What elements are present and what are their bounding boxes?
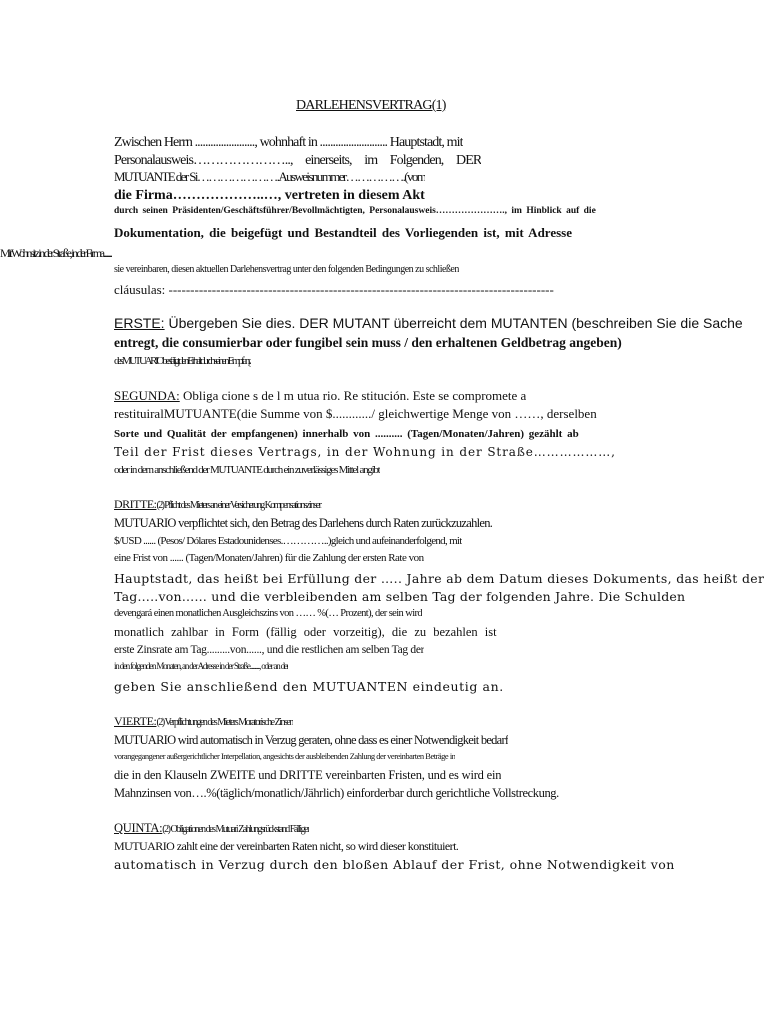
clause-vierte-text: (2) Verpflichtungen des Mieters Moratorische Zinsen [156,717,293,728]
clause-segunda [114,389,526,403]
intro-line: Personalausweis………………….., einerseits, im Folgenden, DER [114,153,482,168]
clause-line: MUTUARIO verpflichtet sich, den Betrag des Darlehens durch Raten zurückzuzahlen. [114,517,493,530]
clause-segunda-text: Obliga cione s de l m utua rio. Re stitución. Este se compromete a [179,389,527,403]
clause-line: $/USD ...... (Pesos/ Dólares Estadounidenses.…………..)gleich und aufeinanderfolgend, mit [114,535,462,547]
clause-dritte-heading: DRITTE: [114,498,157,511]
clause-erste-text: Übergeben Sie dies. DER MUTANT überreicht dem MUTANTEN (beschreiben Sie die Sache [164,316,743,331]
clause-dritte [114,498,322,511]
intro-line: cláusulas: ----------------------------------------------------------------------------------------- [114,283,554,297]
clause-line: erste Zinsrate am Tag.........von......, und die restlichen am selben Tag der [114,644,425,656]
intro-line: MUTUANTE der Si………………….Ausweisnummer…………….(vom [114,170,426,184]
clause-line: devengará einen monatlichen Ausgleichszins von …… %(… Prozent), der sein wird [114,608,423,619]
clause-line: monatlich zahlbar in Form (fällig oder vorzeitig), die zu bezahlen ist [114,626,497,639]
clause-line: entregt, die consumierbar oder fungibel sein muss / den erhaltenen Geldbetrag angeben) [114,336,622,350]
intro-line: die Firma………………..…, vertreten in diesem Akt [114,188,425,203]
clause-erste-heading: ERSTE: [114,316,165,331]
clause-line: restituiralMUTUANTE(die Summe von $............/ gleichwertige Menge von ……, derselben [114,407,597,421]
clause-line: MUTUARIO zahlt eine der vereinbarten Raten nicht, so wird dieser konstituiert. [114,840,459,853]
clause-line: die in den Klauseln ZWEITE und DRITTE vereinbarten Fristen, und es wird ein [114,769,502,782]
clause-line: in den folgenden Monaten, an der Adresse in der Straße........., oder an der [114,662,289,671]
clause-line: vorangegangener außergerichtlicher Interpellation, angesichts der ausbleibenden Zahlung der vereinbarten Beträge in [114,752,456,761]
clause-vierte [114,715,293,728]
intro-line: Mit Wohnsitz in der Straße, in der Firma............. [0,247,112,260]
clause-line: geben Sie anschließend den MUTUANTEN eindeutig an. [114,680,504,694]
clause-line: Sorte und Qualität der empfangenen) innerhalb von .......... (Tagen/Monaten/Jahren) gezählt ab [114,428,579,440]
clause-quinta-text: (2) Obligationen des Mutuari Zahlungsrückstand Fälliger [162,824,309,835]
clause-dritte-text: (2) Pflicht des Mieters an einer Versicherung Kompensationszinsen [156,500,322,511]
clause-line: Teil der Frist dieses Vertrags, in der Wohnung in der Straße………………, [114,446,616,459]
clause-line: Tag…..von…… und die verbleibenden am selben Tag der folgenden Jahre. Die Schulden [114,590,686,604]
clause-quinta [114,822,309,836]
clause-vierte-heading: VIERTE: [114,715,157,728]
clause-line: des MUTUARIO bestätigt den Erhalt durch seinen Empfang [114,355,252,367]
clause-segunda-heading: SEGUNDA: [114,389,180,403]
clause-line: automatisch in Verzug durch den bloßen Ablauf der Frist, ohne Notwendigkeit von [114,858,675,872]
intro-line: Dokumentation, die beigefügt und Bestandteil des Vorliegenden ist, mit Adresse [114,226,572,240]
clause-line: eine Frist von ...... (Tagen/Monaten/Jahren) für die Zahlung der ersten Rate von [114,552,424,564]
clause-line: oder in dem anschließend der MUTUANTE durch ein zuverlässiges Mittel angibt [114,464,380,476]
clause-quinta-heading: QUINTA: [114,822,163,835]
clause-line: Mahnzinsen von….%(täglich/monatlich/Jährlich) einforderbar durch gerichtliche Vollstreckung. [114,787,559,800]
intro-line: Zwischen Herrn ......................., wohnhaft in .......................... Hauptstadt, mit [114,135,463,150]
clause-erste [114,316,743,331]
document-title: DARLEHENSVERTRAG(1) [296,98,446,113]
clause-line: MUTUARIO wird automatisch in Verzug geraten, ohne dass es einer Notwendigkeit bedarf [114,734,509,747]
intro-line: durch seinen Präsidenten/Geschäftsführer/Bevollmächtigten, Personalausweis…………………., im Hinblick auf die [114,206,596,216]
intro-line: sie vereinbaren, diesen aktuellen Darlehensvertrag unter den folgenden Bedingungen zu schließen [114,264,459,275]
clause-line: Hauptstadt, das heißt bei Erfüllung der ….. Jahre ab dem Datum dieses Dokuments, das heißt der [114,572,765,586]
